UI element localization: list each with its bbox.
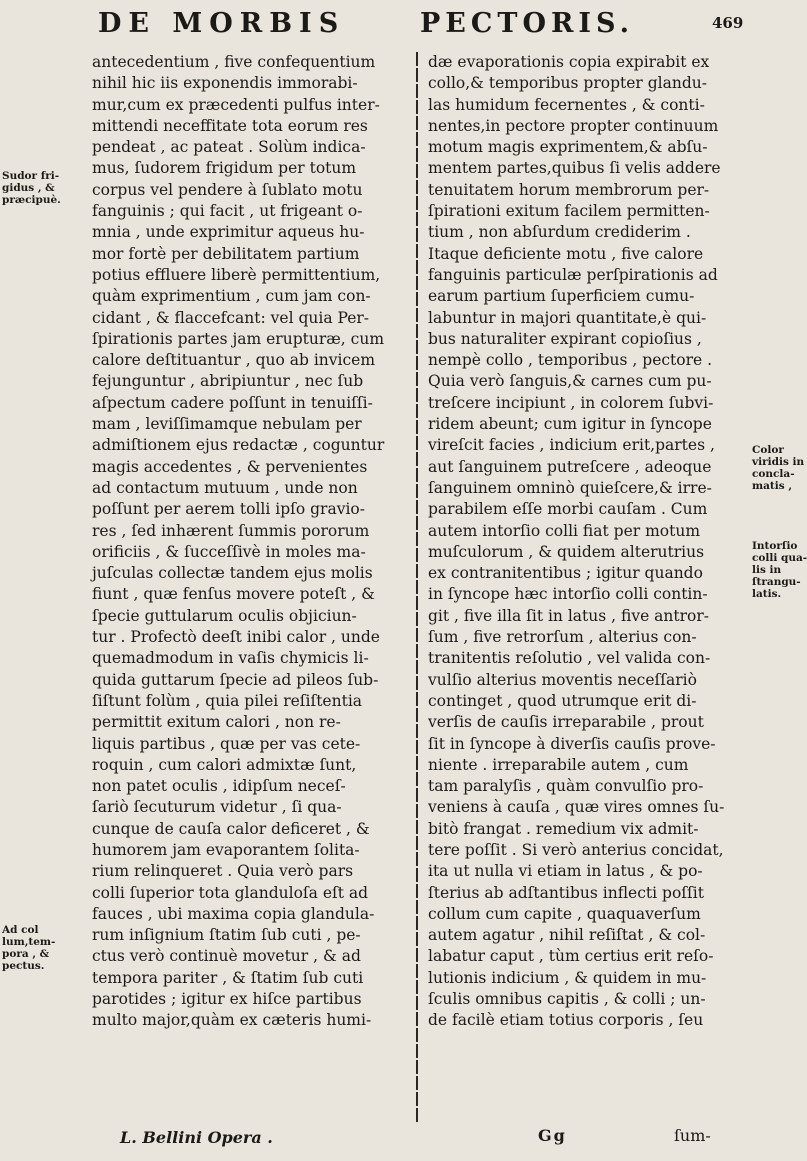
text-line: tenuitatem horum membrorum per- xyxy=(428,180,710,199)
text-line: permittit exitum calori , non re- xyxy=(92,713,341,732)
text-line: fiunt , quæ fenſus movere poteſt , & xyxy=(92,585,375,604)
text-line: git , five illa ſit in latus , five antror- xyxy=(428,606,710,625)
text-line: ſit in ſyncope à diverſis cauſis prove- xyxy=(428,734,716,753)
text-line: rum inſignium ſtatim ſub cuti , pe- xyxy=(92,926,361,945)
text-line: fauces , ubi maxima copia glandula- xyxy=(92,904,375,923)
text-line: mittendi neceffitate tota eorum res xyxy=(92,116,368,135)
text-line: treſcere incipiunt , in colorem ſubvi- xyxy=(428,393,714,412)
text-line: multo major,quàm ex cæteris humi- xyxy=(92,1011,372,1030)
text-line: ita ut nulla vi etiam in latus , & po- xyxy=(428,862,703,881)
text-line: aut ſanguinem putreſcere , adeoque xyxy=(428,457,712,476)
text-line: muſculorum , & quidem alterutrius xyxy=(428,542,705,561)
text-line: mnia , unde exprimitur aqueus hu- xyxy=(92,223,365,242)
text-line: collum cum capite , quaquaverſum xyxy=(428,904,701,923)
text-line: tempora pariter , & ſtatim ſub cuti xyxy=(92,968,364,987)
text-line: humorem jam evaporantem ſolita- xyxy=(92,840,360,859)
text-line: ſterius ab adſtantibus inflecti poſſit xyxy=(428,883,704,902)
text-line: collo,& temporibus propter glandu- xyxy=(428,74,707,93)
text-line: bitò frangat . remedium vix admit- xyxy=(428,819,699,838)
text-line: nempè collo , temporibus , pectore . xyxy=(428,351,713,370)
margin-note-ad-collum xyxy=(2,924,55,972)
text-line: rium relinqueret . Quia verò pars xyxy=(92,862,354,881)
text-line: quàm exprimentium , cum jam con- xyxy=(92,287,371,306)
text-line: mam , leviſſimamque nebulam per xyxy=(92,415,362,434)
text-line: Quia verò ſanguis,& carnes cum pu- xyxy=(428,372,712,391)
text-line: ctus verò continuè movetur , & ad xyxy=(92,947,361,966)
text-line: corpus vel pendere à ſublato motu xyxy=(92,180,363,199)
text-line: admiſtionem ejus redactæ , coguntur xyxy=(92,436,385,455)
text-line: verſis de cauſis irreparabile , prout xyxy=(428,713,704,732)
margin-note-line: matis , xyxy=(752,480,792,492)
catchword: ſum- xyxy=(674,1126,711,1145)
column-divider-rule xyxy=(416,52,418,1122)
text-line: ad contactum mutuum , unde non xyxy=(92,478,358,497)
text-line: parotides ; igitur ex hiſce partibus xyxy=(92,990,362,1009)
text-line: fanguinis particulæ perſpirationis ad xyxy=(428,265,718,284)
text-line: mor fortè per debilitatem partium xyxy=(92,244,360,263)
text-line: quemadmodum in vaſis chymicis li- xyxy=(92,649,369,668)
text-line: nentes,in pectore propter continuum xyxy=(428,116,719,135)
text-line: pendeat , ac pateat . Solùm indica- xyxy=(92,138,366,157)
text-line: ridem abeunt; cum igitur in ſyncope xyxy=(428,415,712,434)
text-line: ſiſtunt folùm , quia pilei reſiſtentia xyxy=(92,691,363,710)
text-line: ſpirationis partes jam erupturæ, cum xyxy=(92,329,385,348)
text-line: tranitentis reſolutio , vel valida con- xyxy=(428,649,711,668)
margin-note-line: concla- xyxy=(752,468,795,480)
margin-note-line: viridis in xyxy=(752,456,805,468)
text-line: bus naturaliter expirant copioſius , xyxy=(428,329,702,348)
margin-note-line: pectus. xyxy=(2,960,45,972)
text-line: liquis partibus , quæ per vas cete- xyxy=(92,734,361,753)
margin-note-line: gidus , & xyxy=(2,182,55,194)
text-line: aſpectum cadere poſſunt in tenuiſſi- xyxy=(92,393,373,412)
right-text-column xyxy=(428,52,742,1032)
text-line: in ſyncope hæc intorſio colli contin- xyxy=(428,585,708,604)
text-line: fanguinis ; qui facit , ut frigeant o- xyxy=(92,202,363,221)
running-head xyxy=(0,4,800,44)
text-line: autem intorſio colli fiat per motum xyxy=(428,521,701,540)
text-line: veniens à cauſa , quæ vires omnes ſu- xyxy=(428,798,725,817)
text-line: colli ſuperior tota glanduloſa eſt ad xyxy=(92,883,369,902)
text-line: motum magis exprimentem,& abſu- xyxy=(428,138,708,157)
margin-note-sudor xyxy=(2,170,61,206)
text-line: ex contranitentibus ; igitur quando xyxy=(428,564,703,583)
footer-imprint: L. Bellini Opera . xyxy=(120,1128,273,1147)
text-line: lutionis indicium , & quidem in mu- xyxy=(428,968,707,987)
text-line: vireſcit facies , indicium erit,partes , xyxy=(428,436,715,455)
text-line: mentem partes,quibus ſi velis addere xyxy=(428,159,721,178)
margin-note-line: lum,tem- xyxy=(2,936,56,948)
text-line: labatur caput , tùm certius erit reſo- xyxy=(428,947,714,966)
text-line: non patet oculis , idipſum neceſ- xyxy=(92,777,346,796)
signature-mark: Gg xyxy=(538,1126,567,1145)
text-line: ſum , five retrorſum , alterius con- xyxy=(428,628,697,647)
margin-note-line: præcipuè. xyxy=(2,194,61,206)
text-line: ſanguinem omninò quieſcere,& irre- xyxy=(428,478,712,497)
text-line: magis accedentes , & pervenientes xyxy=(92,457,368,476)
margin-note-line: latis. xyxy=(752,588,782,600)
margin-note-color-viridis xyxy=(752,444,804,492)
text-line: fejunguntur , abripiuntur , nec ſub xyxy=(92,372,364,391)
page-number: 469 xyxy=(712,14,744,32)
text-line: mus, ſudorem frigidum per totum xyxy=(92,159,357,178)
text-line: quida guttarum ſpecie ad pileos ſub- xyxy=(92,670,379,689)
text-line: dæ evaporationis copia expirabit ex xyxy=(428,53,710,71)
text-line: labuntur in majori quantitate,è qui- xyxy=(428,308,707,327)
text-line: antecedentium , five confequentium xyxy=(92,53,376,71)
margin-note-line: ſtrangu- xyxy=(752,576,801,588)
text-line: res , ſed inhærent ſummis pororum xyxy=(92,521,370,540)
text-line: vulſio alterius moventis neceſſariò xyxy=(428,670,697,689)
margin-note-line: colli qua- xyxy=(752,552,807,564)
text-line: nihil hic iis exponendis immorabi- xyxy=(92,74,358,93)
text-line: ſculis omnibus capitis , & colli ; un- xyxy=(428,990,706,1009)
text-line: ſariò ſecuturum videtur , ſi qua- xyxy=(92,798,342,817)
text-line: parabilem eſſe morbi cauſam . Cum xyxy=(428,500,708,519)
text-line: orificiis , & ſucceſſivè in moles ma- xyxy=(92,542,366,561)
text-line: juſculas collectæ tandem ejus molis xyxy=(92,564,373,583)
running-title-right: PECTORIS. xyxy=(420,8,634,39)
margin-note-line: Ad col xyxy=(2,924,39,936)
text-line: ſpirationi exitum facilem permitten- xyxy=(428,202,710,221)
text-line: Itaque deficiente motu , five calore xyxy=(428,244,704,263)
text-line: ſpecie guttularum oculis objiciun- xyxy=(92,606,357,625)
margin-note-intorsio xyxy=(752,540,807,600)
text-line: de facilè etiam totius corporis , ſeu xyxy=(428,1011,704,1030)
margin-note-line: Sudor fri- xyxy=(2,170,60,182)
text-line: poſſunt per aerem tolli ipſo gravio- xyxy=(92,500,365,519)
text-line: tur . Profectò deeſt inibi calor , unde xyxy=(92,628,380,647)
margin-note-line: lis in xyxy=(752,564,782,576)
text-line: potius effluere liberè permittentium, xyxy=(92,265,381,284)
text-line: las humidum fecernentes , & conti- xyxy=(428,95,705,114)
text-line: cunque de cauſa calor deficeret , & xyxy=(92,819,370,838)
text-line: mur,cum ex præcedenti pulfus inter- xyxy=(92,95,380,114)
text-line: continget , quod utrumque erit di- xyxy=(428,691,697,710)
text-line: tere poſſit . Si verò anterius concidat, xyxy=(428,840,724,859)
margin-note-line: Intorſio xyxy=(752,540,798,552)
margin-note-line: Color xyxy=(752,444,784,456)
text-line: roquin , cum calori admixtæ ſunt, xyxy=(92,755,357,774)
left-text-column xyxy=(92,52,404,1032)
running-title-left: DE MORBIS xyxy=(98,8,346,39)
text-line: autem agatur , nihil reſiſtat , & col- xyxy=(428,926,706,945)
text-line: tium , non abſurdum crediderim . xyxy=(428,223,691,242)
text-line: tam paralyſis , quàm convulſio pro- xyxy=(428,777,704,796)
text-line: cidant , & flaccefcant: vel quia Per- xyxy=(92,308,370,327)
text-line: calore deſtituantur , quo ab invicem xyxy=(92,351,376,370)
text-line: niente . irreparabile autem , cum xyxy=(428,755,689,774)
margin-note-line: pora , & xyxy=(2,948,50,960)
text-line: earum partium ſuperficiem cumu- xyxy=(428,287,695,306)
